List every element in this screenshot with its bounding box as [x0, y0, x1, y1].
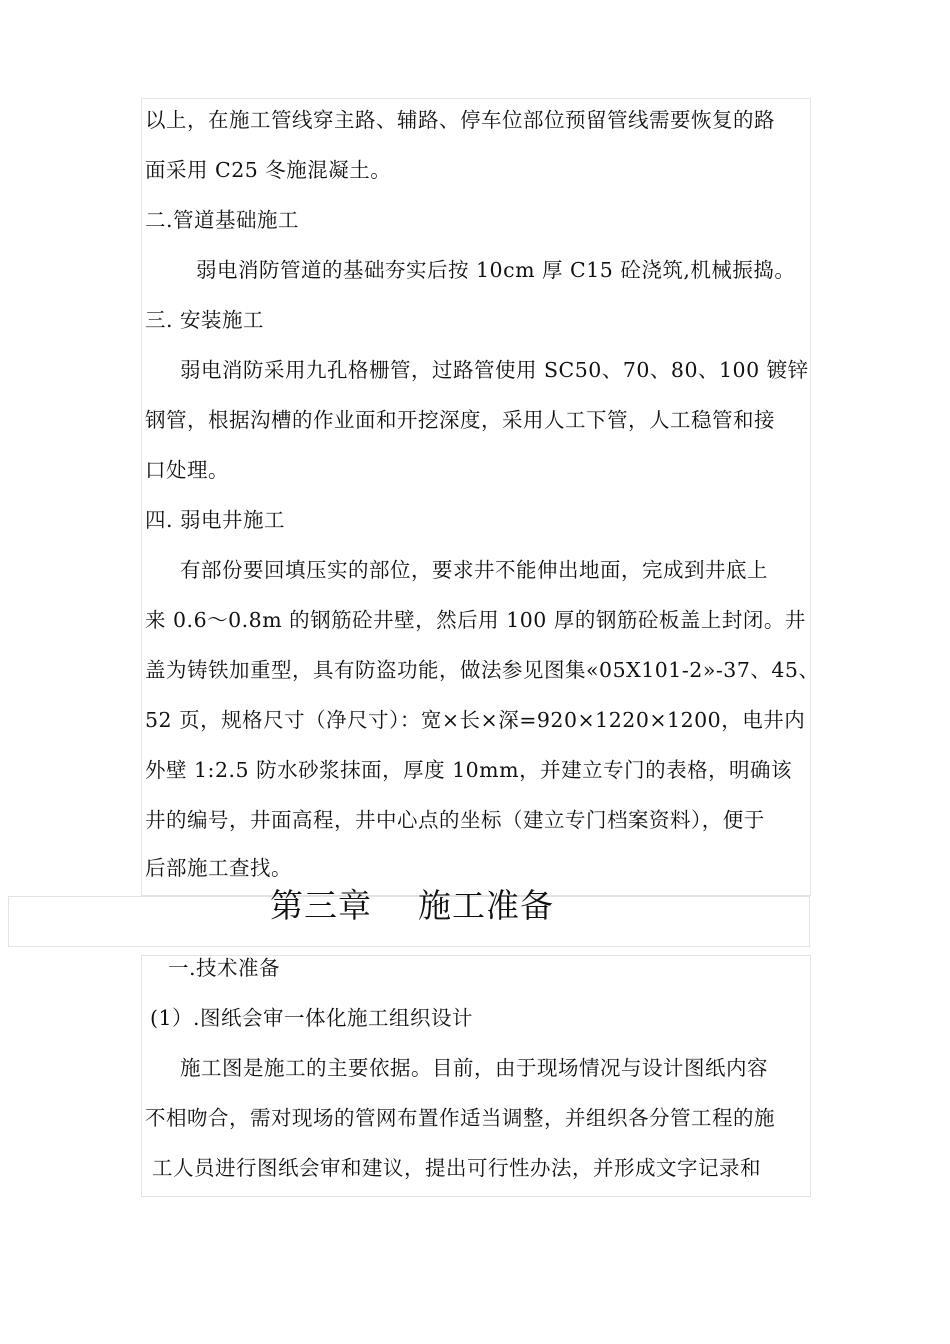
body-line: 弱电消防采用九孔格栅管，过路管使用 SC50、70、80、100 镀锌	[180, 358, 809, 382]
body-line: 口处理。	[145, 458, 229, 482]
body-line: 钢管，根据沟槽的作业面和开挖深度，采用人工下管，人工稳管和接	[145, 408, 775, 432]
body-line: 工人员进行图纸会审和建议，提出可行性办法，并形成文字记录和	[152, 1156, 761, 1180]
body-line: 来 0.6～0.8m 的钢筋砼井壁，然后用 100 厚的钢筋砼板盖上封闭。井	[145, 608, 806, 632]
section-heading: 三. 安装施工	[145, 308, 265, 332]
subsection-heading: (1）.图纸会审一体化施工组织设计	[150, 1006, 474, 1030]
body-line: 盖为铸铁加重型，具有防盗功能，做法参见图集«05X101-2»-37、45、	[145, 658, 820, 682]
body-line: 外壁 1:2.5 防水砂浆抹面，厚度 10mm，并建立专门的表格，明确该	[145, 758, 793, 782]
body-line: 有部份要回填压实的部位，要求井不能伸出地面，完成到井底上	[180, 558, 768, 582]
section-heading: 四. 弱电井施工	[145, 508, 286, 532]
body-line: 施工图是施工的主要依据。目前，由于现场情况与设计图纸内容	[180, 1056, 768, 1080]
body-line: 以上，在施工管线穿主路、辅路、停车位部位预留管线需要恢复的路	[145, 108, 775, 132]
body-line: 弱电消防管道的基础夯实后按 10cm 厚 C15 砼浇筑,机械振捣。	[196, 258, 796, 282]
body-line: 面采用 C25 冬施混凝土。	[145, 158, 392, 182]
body-line: 井的编号，井面高程，井中心点的坐标（建立专门档案资料），便于	[145, 808, 765, 832]
section-heading: 一.技术准备	[168, 956, 281, 980]
chapter-title: 第三章 施工准备	[270, 886, 554, 925]
body-line: 52 页，规格尺寸（净尺寸）：宽×长×深=920×1220×1200，电井内	[145, 708, 806, 732]
section-heading: 二.管道基础施工	[145, 208, 300, 232]
body-line: 后部施工查找。	[145, 856, 292, 880]
body-line: 不相吻合，需对现场的管网布置作适当调整，并组织各分管工程的施	[145, 1106, 775, 1130]
